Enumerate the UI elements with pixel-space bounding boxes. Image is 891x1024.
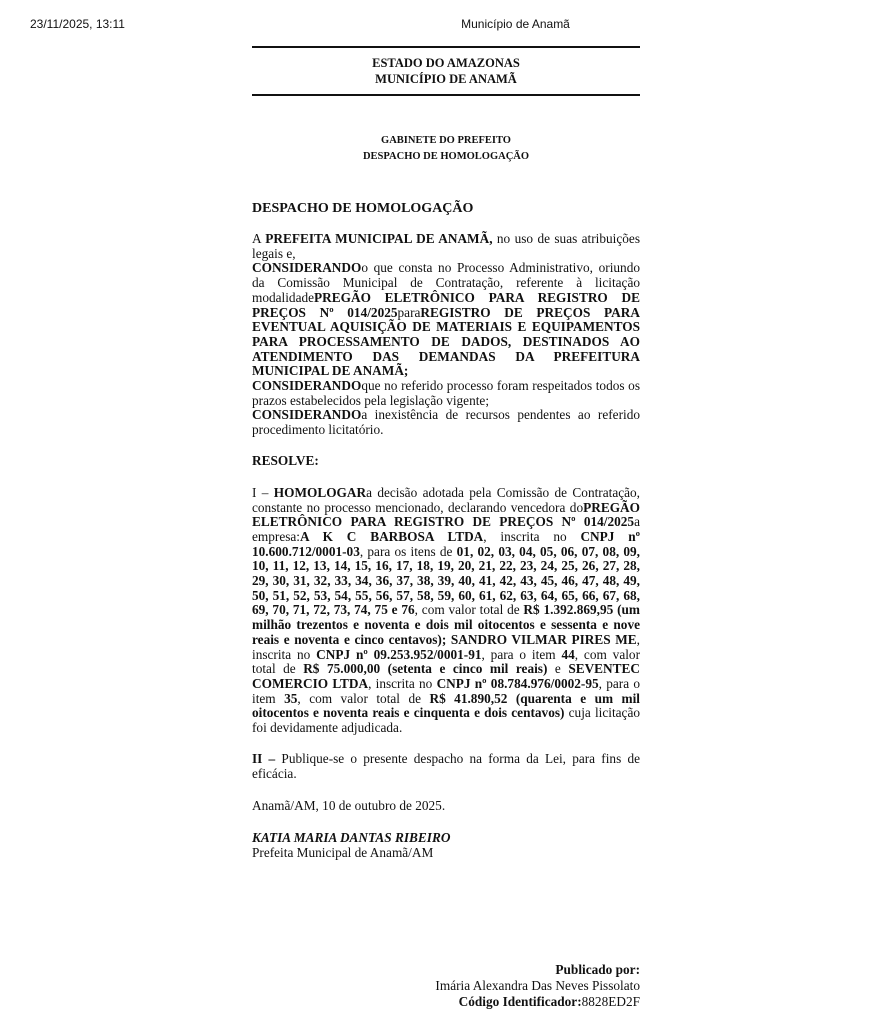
clause-text: , para o item bbox=[252, 675, 640, 706]
considering-1 bbox=[252, 261, 640, 379]
clause-modality: PREGÃO ELETRÔNICO PARA REGISTRO DE PREÇOS Nº 014/2025 bbox=[252, 499, 640, 530]
clause-text: cuja licitação foi devidamente adjudicada. bbox=[252, 705, 641, 736]
print-site-title: Município de Anamã bbox=[461, 17, 570, 31]
place-date: Anamã/AM, 10 de outubro de 2025. bbox=[252, 798, 446, 814]
value-3: R$ 41.890,52 (quarenta e um mil oitocentos e noventa reais e cinquenta e dois centavos) bbox=[252, 690, 640, 721]
value-1: R$ 1.392.869,95 (um milhão trezentos e noventa e dois mil oitocentos e sessenta e nove reais e noventa e cinco centavos); SANDRO VILMAR PIRES ME bbox=[252, 602, 640, 647]
code-label: Código Identificador: bbox=[458, 994, 582, 1009]
clause-verb: HOMOLOGAR bbox=[273, 484, 367, 500]
clause-text: a empresa: bbox=[252, 514, 640, 544]
letterhead-municipality: MUNICÍPIO DE ANAMÃ bbox=[375, 72, 517, 86]
clause-text: e bbox=[547, 661, 569, 677]
clause-text: , inscrita no bbox=[368, 675, 437, 691]
company-3: SEVENTEC COMERCIO LTDA bbox=[252, 661, 640, 691]
intro-paragraph bbox=[252, 232, 640, 261]
items-list-1: 01, 02, 03, 04, 05, 06, 07, 08, 09, 10, 11, 12, 13, 14, 15, 16, 17, 18, 19, 20, 21, 22, 23, 24, 25, 26, 27, 28, 29, 30, 31, 32, 33, 34, 36, 37, 38, 39, 40, 41, 42, 43, 45, 46, 47, 48, 49, 50, 51, 52, 53, 54, 55, 56, 57, 58, 59, 60, 61, 62, 63, 64, 65, 66, 67, 68, 69, 70, 71, 72, 73, 74, 75 e 76 bbox=[252, 543, 641, 618]
modality-text: PREGÃO ELETRÔNICO PARA REGISTRO DE PREÇOS Nº 014/2025 bbox=[252, 289, 640, 320]
document-page bbox=[252, 46, 640, 860]
letterhead bbox=[252, 48, 640, 94]
value-2: R$ 75.000,00 (setenta e cinco mil reais) bbox=[303, 661, 548, 677]
clause-text: , inscrita no bbox=[252, 631, 640, 662]
signer-role: Prefeita Municipal de Anamã/AM bbox=[252, 845, 434, 861]
considering-label: CONSIDERANDO bbox=[252, 260, 362, 276]
clause-text: a decisão adotada pela Comissão de Contratação, constante no processo mencionado, declarando vencedora do bbox=[252, 484, 640, 515]
clause-prefix: I – bbox=[252, 484, 274, 500]
intro-a: A bbox=[252, 231, 266, 246]
para-text: para bbox=[397, 304, 421, 320]
office-subtitle: DESPACHO DE HOMOLOGAÇÃO bbox=[362, 151, 530, 162]
considering-label: CONSIDERANDO bbox=[252, 378, 362, 394]
clause-text: , com valor total de bbox=[297, 690, 430, 706]
clause-text: , inscrita no bbox=[483, 528, 581, 544]
considerations bbox=[252, 232, 640, 438]
publication-info bbox=[435, 962, 640, 1010]
cnpj-1: CNPJ nº 10.600.712/0001-03 bbox=[252, 528, 640, 559]
considering-text: que no referido processo foram respeitados todos os prazos estabelecidos pela legislação vigente; bbox=[252, 378, 640, 408]
bottom-rule bbox=[252, 94, 640, 96]
considering-text: o que consta no Processo Administrativo, oriundo da Comissão Municipal de Contratação, referente à licitação modalidade bbox=[252, 260, 640, 305]
object-text: REGISTRO DE PREÇOS PARA EVENTUAL AQUISIÇÃO DE MATERIAIS E EQUIPAMENTOS PARA PROCESSAMENTO DE DADOS, DESTINADOS AO ATENDIMENTO DAS DEMANDAS DA PREFEITURA MUNICIPAL DE ANAMÃ; bbox=[252, 304, 640, 379]
clause-text: , para o item bbox=[481, 646, 562, 662]
company-1: A K C BARBOSA LTDA bbox=[300, 528, 484, 544]
intro-authority: PREFEITA MUNICIPAL DE ANAMÃ, bbox=[265, 231, 493, 246]
item-number-2: 44 bbox=[561, 646, 575, 662]
cnpj-3: CNPJ nº 08.784.976/0002-95 bbox=[436, 675, 599, 691]
published-by-label: Publicado por: bbox=[555, 962, 640, 977]
clause-text: , com valor total de bbox=[252, 646, 640, 677]
clause-text: Publique-se o presente despacho na forma da Lei, para fins de eficácia. bbox=[252, 750, 640, 781]
clause-prefix: II – bbox=[252, 750, 276, 766]
clause-text: , com valor total de bbox=[414, 602, 524, 618]
clause-text: , para os itens de bbox=[359, 543, 457, 559]
office-name: GABINETE DO PREFEITO bbox=[381, 135, 511, 146]
letterhead-state: ESTADO DO AMAZONAS bbox=[372, 56, 520, 70]
item-number-3: 35 bbox=[284, 690, 298, 706]
considering-2 bbox=[252, 379, 640, 408]
signer-name: KATIA MARIA DANTAS RIBEIRO bbox=[252, 830, 451, 846]
considering-label: CONSIDERANDO bbox=[252, 407, 362, 423]
publisher-name: Imária Alexandra Das Neves Pissolato bbox=[435, 978, 640, 993]
resolve-heading: RESOLVE: bbox=[252, 452, 319, 468]
print-datetime: 23/11/2025, 13:11 bbox=[30, 17, 125, 31]
document-title: DESPACHO DE HOMOLOGAÇÃO bbox=[252, 201, 474, 216]
cnpj-2: CNPJ nº 09.253.952/0001-91 bbox=[316, 646, 482, 662]
office-header bbox=[252, 133, 640, 165]
code-value: 8828ED2F bbox=[581, 994, 640, 1009]
clause-one bbox=[252, 486, 640, 736]
signature-block bbox=[252, 830, 640, 860]
considering-text: a inexistência de recursos pendentes ao referido procedimento licitatório. bbox=[252, 407, 640, 438]
considering-3 bbox=[252, 408, 640, 437]
clause-two bbox=[252, 752, 640, 781]
intro-rest: no uso de suas atribuições legais e, bbox=[252, 231, 640, 261]
